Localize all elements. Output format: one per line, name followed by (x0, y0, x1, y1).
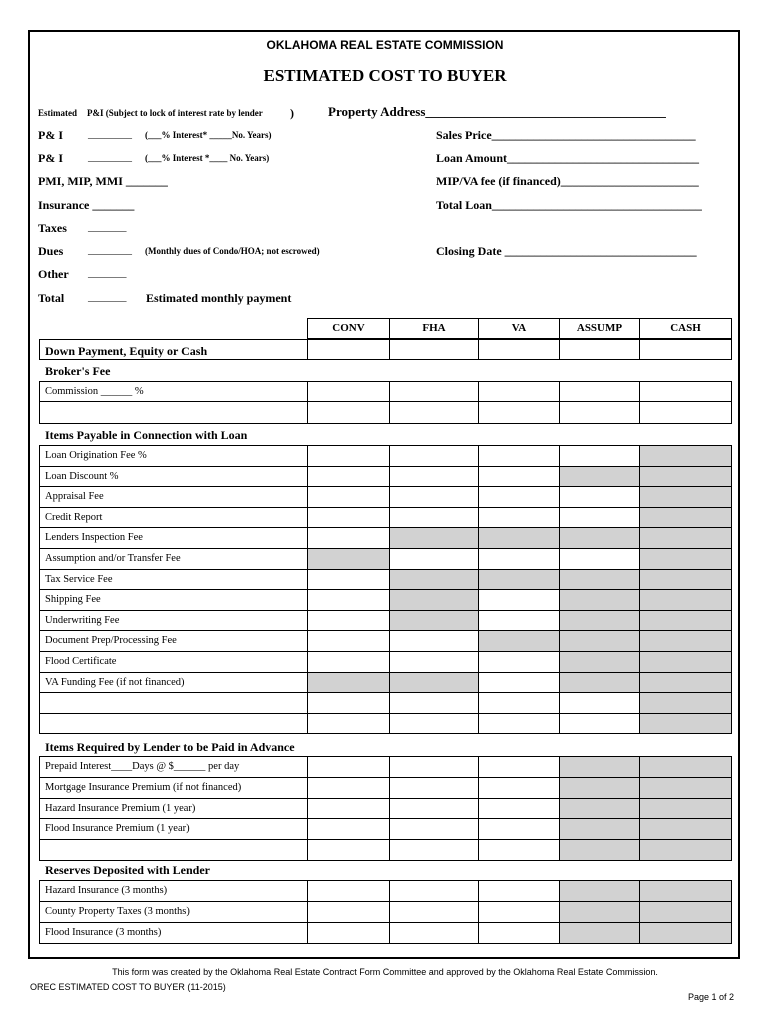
estimated-note-paren: ) (290, 106, 294, 120)
loan-item-row-assump-cell[interactable] (559, 713, 640, 735)
loan-item-row-conv-cell[interactable] (307, 713, 390, 735)
loan-item-row-fha-cell[interactable] (389, 507, 479, 529)
row-label: Document Prep/Processing Fee (45, 635, 177, 647)
loan-item-row-assump-cell[interactable] (559, 589, 640, 611)
loan-item-row-assump-cell[interactable] (559, 527, 640, 549)
pi1-label: P& I (38, 128, 63, 142)
total-detail: Estimated monthly payment (146, 291, 292, 305)
blank-broker-row-va-cell[interactable] (478, 401, 560, 424)
loan-item-row-assump-cell[interactable] (559, 466, 640, 488)
loan-item-row (39, 589, 308, 611)
advance-item-row-va-cell[interactable] (478, 818, 560, 840)
loan-item-row-fha-cell[interactable] (389, 692, 479, 714)
row-label: Shipping Fee (45, 594, 101, 606)
loan-item-row (39, 569, 308, 591)
loan-item-row (39, 651, 308, 673)
loan-item-row-fha-cell[interactable] (389, 713, 479, 735)
reserves-heading: Reserves Deposited with Lender (45, 863, 210, 877)
advance-item-row-cash-cell[interactable] (639, 818, 732, 840)
other-blank[interactable]: _______ (88, 267, 127, 279)
advance-item-row-cash-cell[interactable] (639, 839, 732, 861)
advance-item-row-assump-cell[interactable] (559, 798, 640, 820)
blank-broker-row-fha-cell[interactable] (389, 401, 479, 424)
reserve-item-row (39, 922, 308, 944)
row-label: Hazard Insurance (3 months) (45, 885, 168, 896)
commission-row-fha-cell[interactable] (389, 381, 479, 402)
loan-item-row-fha-cell[interactable] (389, 527, 479, 549)
loan-item-row-assump-cell[interactable] (559, 651, 640, 673)
loan-item-row-va-cell[interactable] (478, 589, 560, 611)
loan-item-row (39, 692, 308, 714)
reserve-item-row-assump-cell[interactable] (559, 880, 640, 902)
loan-item-row-cash-cell[interactable] (639, 651, 732, 673)
row-label: Mortgage Insurance Premium (if not financed) (45, 781, 242, 793)
advance-item-row-cash-cell[interactable] (639, 777, 732, 799)
loan-item-row-cash-cell[interactable] (639, 589, 732, 611)
advance-item-row-cash-cell[interactable] (639, 798, 732, 820)
advance-item-row-assump-cell[interactable] (559, 839, 640, 861)
pmi-field[interactable]: PMI, MIP, MMI _______ (38, 174, 168, 188)
advance-item-row-cash-cell[interactable] (639, 756, 732, 778)
advance-item-row-fha-cell[interactable] (389, 839, 479, 861)
commission-row-assump-cell[interactable] (559, 381, 640, 402)
dues-detail: (Monthly dues of Condo/HOA; not escrowed) (145, 246, 320, 256)
insurance-field[interactable]: Insurance _______ (38, 198, 135, 212)
down-payment-va-cell[interactable] (478, 339, 560, 360)
loan-item-row-conv-cell[interactable] (307, 548, 390, 570)
total-label: Total (38, 291, 65, 305)
loan-item-row-va-cell[interactable] (478, 713, 560, 735)
loan-item-row (39, 507, 308, 529)
down-payment-label: Down Payment, Equity or Cash (45, 344, 208, 358)
reserve-item-row-va-cell[interactable] (478, 901, 560, 923)
reserve-item-row-assump-cell[interactable] (559, 901, 640, 923)
column-header-va: VA (478, 318, 560, 339)
loan-item-row-cash-cell[interactable] (639, 445, 732, 467)
advance-item-row-conv-cell[interactable] (307, 777, 390, 799)
commission-row-conv-cell[interactable] (307, 381, 390, 402)
loan-item-row-va-cell[interactable] (478, 527, 560, 549)
row-label: Assumption and/or Transfer Fee (45, 553, 181, 564)
pi2-label: P& I (38, 151, 63, 165)
loan-item-row (39, 610, 308, 632)
advance-item-row-va-cell[interactable] (478, 777, 560, 799)
reserve-item-row-fha-cell[interactable] (389, 901, 479, 923)
loan-item-row-conv-cell[interactable] (307, 569, 390, 591)
advance-item-row-assump-cell[interactable] (559, 756, 640, 778)
loan-item-row-cash-cell[interactable] (639, 527, 732, 549)
dues-blank[interactable]: ________ (88, 244, 132, 256)
loan-item-row-conv-cell[interactable] (307, 466, 390, 488)
row-label: Loan Discount % (45, 470, 119, 482)
loan-item-row-fha-cell[interactable] (389, 445, 479, 467)
loan-amount-field[interactable]: Loan Amount________________________________ (436, 151, 700, 165)
loan-item-row-assump-cell[interactable] (559, 486, 640, 508)
row-label: Flood Certificate (45, 656, 117, 667)
commission-row (39, 381, 308, 402)
row-label: Commission ______ % (45, 386, 144, 397)
loan-item-row-cash-cell[interactable] (639, 713, 732, 735)
loan-item-row (39, 548, 308, 570)
advance-item-row (39, 777, 308, 799)
reserve-item-row-fha-cell[interactable] (389, 922, 479, 944)
loan-item-row-conv-cell[interactable] (307, 527, 390, 549)
loan-item-row-cash-cell[interactable] (639, 692, 732, 714)
loan-item-row-fha-cell[interactable] (389, 569, 479, 591)
loan-item-row-conv-cell[interactable] (307, 507, 390, 529)
loan-item-row-conv-cell[interactable] (307, 672, 390, 694)
form-id: OREC ESTIMATED COST TO BUYER (11-2015) (30, 982, 226, 992)
loan-item-row (39, 672, 308, 694)
advance-item-row-conv-cell[interactable] (307, 818, 390, 840)
row-label: Underwriting Fee (45, 614, 120, 626)
advance-item-row-fha-cell[interactable] (389, 777, 479, 799)
advance-item-row-assump-cell[interactable] (559, 777, 640, 799)
loan-item-row-assump-cell[interactable] (559, 507, 640, 529)
column-header-cash: CASH (639, 318, 732, 339)
loan-item-row-fha-cell[interactable] (389, 486, 479, 508)
loan-item-row-cash-cell[interactable] (639, 630, 732, 652)
loan-item-row-assump-cell[interactable] (559, 692, 640, 714)
loan-item-row-assump-cell[interactable] (559, 610, 640, 632)
reserve-item-row-assump-cell[interactable] (559, 922, 640, 944)
loan-item-row-va-cell[interactable] (478, 548, 560, 570)
loan-item-row-fha-cell[interactable] (389, 610, 479, 632)
sales-price-field[interactable]: Sales Price__________________________________ (436, 128, 696, 142)
loan-item-row-fha-cell[interactable] (389, 466, 479, 488)
row-label: Flood Insurance (3 months) (45, 927, 162, 938)
row-label: Credit Report (45, 511, 103, 523)
advance-item-row (39, 839, 308, 861)
blank-broker-row-cash-cell[interactable] (639, 401, 732, 424)
loan-item-row-cash-cell[interactable] (639, 610, 732, 632)
loan-item-row-conv-cell[interactable] (307, 610, 390, 632)
mip-fee-field[interactable]: MIP/VA fee (if financed)_______________________ (436, 174, 699, 188)
blank-broker-row-conv-cell[interactable] (307, 401, 390, 424)
row-label: Flood Insurance Premium (1 year) (45, 823, 190, 835)
row-label: Prepaid Interest____Days @ $______ per day (45, 761, 240, 772)
advance-item-row (39, 818, 308, 840)
other-label: Other (38, 267, 69, 281)
loan-item-row-assump-cell[interactable] (559, 630, 640, 652)
loan-item-row (39, 713, 308, 735)
loan-item-row-va-cell[interactable] (478, 445, 560, 467)
down-payment-row (39, 339, 308, 360)
reserve-item-row (39, 880, 308, 902)
loan-item-row-fha-cell[interactable] (389, 651, 479, 673)
loan-item-row-conv-cell[interactable] (307, 486, 390, 508)
total-loan-field[interactable]: Total Loan___________________________________ (436, 198, 702, 212)
property-address-field[interactable]: Property Address_____________________________________ (328, 104, 666, 119)
loan-item-row-va-cell[interactable] (478, 692, 560, 714)
down-payment-cash-cell[interactable] (639, 339, 732, 360)
row-label: Appraisal Fee (45, 491, 104, 503)
form-title: ESTIMATED COST TO BUYER (263, 66, 507, 85)
advance-item-row-conv-cell[interactable] (307, 798, 390, 820)
loan-item-row-va-cell[interactable] (478, 486, 560, 508)
row-label: VA Funding Fee (if not financed) (45, 676, 185, 688)
loan-item-row-assump-cell[interactable] (559, 548, 640, 570)
loan-item-row-va-cell[interactable] (478, 507, 560, 529)
row-label: Lenders Inspection Fee (45, 532, 143, 544)
commission-heading: OKLAHOMA REAL ESTATE COMMISSION (266, 38, 504, 52)
advance-item-row-fha-cell[interactable] (389, 756, 479, 778)
loan-item-row-cash-cell[interactable] (639, 507, 732, 529)
column-header-conv: CONV (307, 318, 390, 339)
row-label: County Property Taxes (3 months) (45, 906, 190, 917)
row-label: Loan Origination Fee % (45, 450, 147, 461)
advance-item-row (39, 756, 308, 778)
footer-note: This form was created by the Oklahoma Real Estate Contract Form Committee and approved by the Oklahoma Real Estate Commission. (112, 967, 658, 977)
loan-item-row (39, 486, 308, 508)
loan-item-row-conv-cell[interactable] (307, 651, 390, 673)
total-blank[interactable]: _______ (88, 291, 127, 303)
reserve-item-row-conv-cell[interactable] (307, 880, 390, 902)
loan-item-row (39, 527, 308, 549)
loan-item-row-cash-cell[interactable] (639, 548, 732, 570)
advance-item-row-va-cell[interactable] (478, 756, 560, 778)
advance-item-row-conv-cell[interactable] (307, 839, 390, 861)
loan-item-row (39, 630, 308, 652)
reserve-item-row-fha-cell[interactable] (389, 880, 479, 902)
column-header-fha: FHA (389, 318, 479, 339)
estimated-note-a: Estimated (38, 108, 77, 118)
reserve-item-row-cash-cell[interactable] (639, 880, 732, 902)
reserve-item-row-va-cell[interactable] (478, 922, 560, 944)
advance-item-row-fha-cell[interactable] (389, 798, 479, 820)
reserve-item-row (39, 901, 308, 923)
loan-item-row-fha-cell[interactable] (389, 672, 479, 694)
loan-item-row-conv-cell[interactable] (307, 692, 390, 714)
loan-item-row-assump-cell[interactable] (559, 445, 640, 467)
loan-item-row-va-cell[interactable] (478, 466, 560, 488)
loan-item-row-va-cell[interactable] (478, 569, 560, 591)
loan-item-row-fha-cell[interactable] (389, 548, 479, 570)
loan-item-row-va-cell[interactable] (478, 651, 560, 673)
taxes-label: Taxes (38, 221, 67, 235)
page-number: Page 1 of 2 (688, 992, 735, 1002)
loan-item-row-assump-cell[interactable] (559, 569, 640, 591)
loan-item-row (39, 466, 308, 488)
column-header-assump: ASSUMP (559, 318, 640, 339)
blank-broker-row-assump-cell[interactable] (559, 401, 640, 424)
pi1-detail: (___% Interest* _____No. Years) (145, 130, 272, 140)
down-payment-fha-cell[interactable] (389, 339, 479, 360)
advance-item-row (39, 798, 308, 820)
pi2-blank[interactable]: ________ (88, 151, 132, 163)
loan-item-row-cash-cell[interactable] (639, 672, 732, 694)
brokers-fee-heading: Broker's Fee (45, 364, 111, 378)
taxes-blank[interactable]: _______ (88, 221, 127, 233)
closing-date-field[interactable]: Closing Date ________________________________ (436, 244, 697, 258)
advance-items-heading: Items Required by Lender to be Paid in Advance (45, 740, 295, 754)
dues-label: Dues (38, 244, 64, 258)
reserve-item-row-conv-cell[interactable] (307, 922, 390, 944)
loan-item-row (39, 445, 308, 467)
loan-item-row-va-cell[interactable] (478, 672, 560, 694)
loan-item-row-conv-cell[interactable] (307, 589, 390, 611)
loan-item-row-assump-cell[interactable] (559, 672, 640, 694)
advance-item-row-conv-cell[interactable] (307, 756, 390, 778)
loan-item-row-va-cell[interactable] (478, 610, 560, 632)
pi1-blank[interactable]: ________ (88, 128, 132, 140)
reserve-item-row-conv-cell[interactable] (307, 901, 390, 923)
estimated-note-b: P&I (Subject to lock of interest rate by lender (87, 108, 263, 118)
loan-item-row-va-cell[interactable] (478, 630, 560, 652)
loan-item-row-fha-cell[interactable] (389, 589, 479, 611)
advance-item-row-va-cell[interactable] (478, 839, 560, 861)
loan-item-row-cash-cell[interactable] (639, 486, 732, 508)
reserve-item-row-cash-cell[interactable] (639, 901, 732, 923)
loan-item-row-conv-cell[interactable] (307, 445, 390, 467)
loan-item-row-conv-cell[interactable] (307, 630, 390, 652)
blank-broker-row (39, 401, 308, 424)
loan-item-row-cash-cell[interactable] (639, 466, 732, 488)
pi2-detail: (___% Interest *____ No. Years) (145, 153, 270, 163)
commission-row-va-cell[interactable] (478, 381, 560, 402)
row-label: Tax Service Fee (45, 573, 113, 585)
advance-item-row-fha-cell[interactable] (389, 818, 479, 840)
loan-item-row-cash-cell[interactable] (639, 569, 732, 591)
down-payment-assump-cell[interactable] (559, 339, 640, 360)
reserve-item-row-cash-cell[interactable] (639, 922, 732, 944)
reserve-item-row-va-cell[interactable] (478, 880, 560, 902)
advance-item-row-assump-cell[interactable] (559, 818, 640, 840)
loan-item-row-fha-cell[interactable] (389, 630, 479, 652)
row-label: Hazard Insurance Premium (1 year) (45, 802, 196, 814)
down-payment-conv-cell[interactable] (307, 339, 390, 360)
loan-items-heading: Items Payable in Connection with Loan (45, 428, 248, 442)
advance-item-row-va-cell[interactable] (478, 798, 560, 820)
commission-row-cash-cell[interactable] (639, 381, 732, 402)
